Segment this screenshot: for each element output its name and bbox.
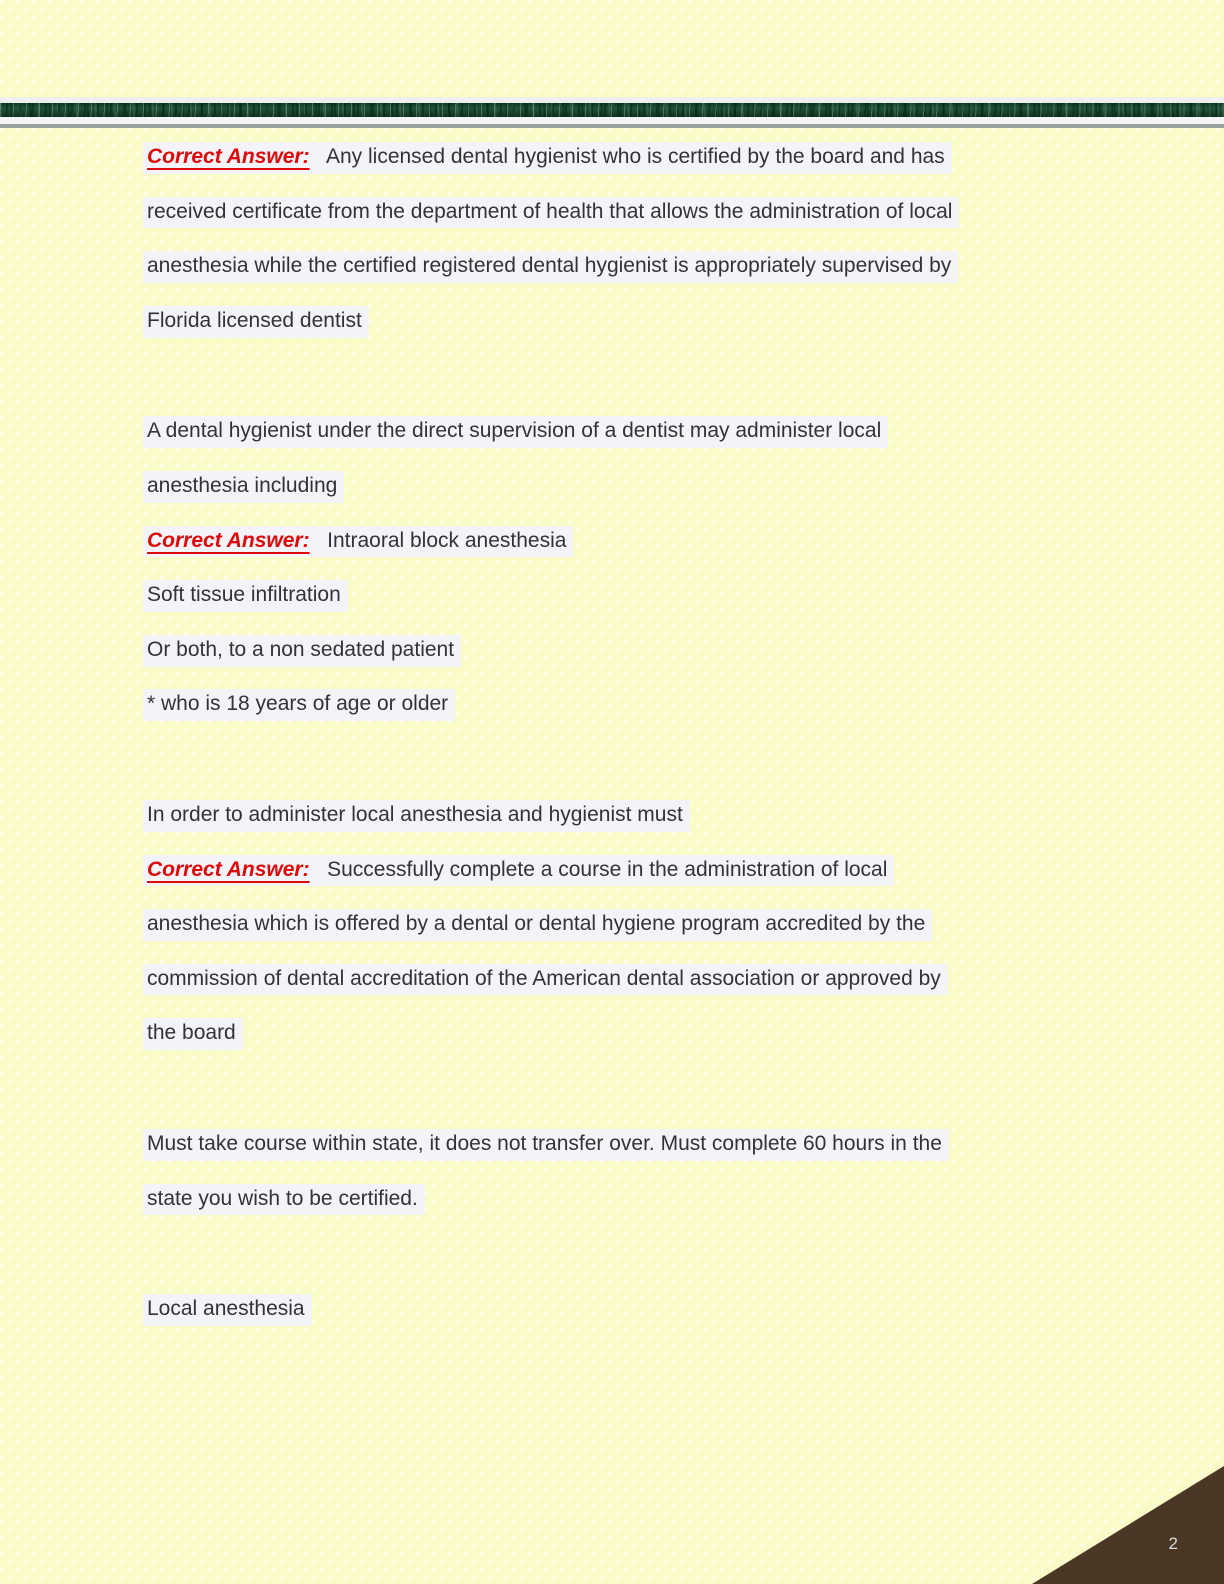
highlighted-text [143, 1018, 243, 1050]
text-line [143, 251, 1083, 306]
highlighted-text [143, 471, 344, 503]
text-line [143, 306, 1083, 361]
text-line [143, 197, 1083, 252]
text-line [143, 689, 1083, 744]
text-line [143, 1184, 1083, 1239]
highlighted-text [143, 635, 461, 667]
text-line [143, 1294, 1083, 1349]
header-gray-rule [0, 124, 1224, 128]
line-text: Soft tissue infiltration [147, 583, 341, 607]
highlighted-text [143, 306, 369, 338]
highlighted-text [143, 909, 932, 941]
text-line [143, 635, 1083, 690]
line-text: Local anesthesia [147, 1297, 305, 1321]
wood-corner-decoration [1032, 1466, 1224, 1584]
highlighted-text [143, 855, 894, 887]
text-line [143, 855, 1083, 910]
header-rules [0, 97, 1224, 128]
highlighted-text [143, 526, 573, 558]
text-line [143, 909, 1083, 964]
line-text: Successfully complete a course in the administration of local [327, 857, 888, 881]
highlighted-text [143, 416, 888, 448]
document-body [143, 142, 1083, 1405]
paragraph [143, 1294, 1083, 1349]
header-green-marble-rule [0, 103, 1224, 117]
line-text: the board [147, 1021, 236, 1045]
text-line [143, 526, 1083, 581]
text-line [143, 142, 1083, 197]
line-text: received certificate from the department of health that allows the administration of local [147, 199, 953, 223]
line-text: * who is 18 years of age or older [147, 692, 449, 716]
line-text: anesthesia which is offered by a dental or dental hygiene program accredited by the [147, 912, 926, 936]
line-text: In order to administer local anesthesia and hygienist must [147, 802, 683, 826]
highlighted-text [143, 964, 948, 996]
highlighted-text [143, 1184, 425, 1216]
text-line [143, 471, 1083, 526]
highlighted-text [143, 1294, 312, 1326]
line-text: Any licensed dental hygienist who is certified by the board and has [325, 145, 945, 168]
paragraph [143, 416, 1083, 744]
text-line [143, 580, 1083, 635]
text-line [143, 1129, 1083, 1184]
page-number: 2 [1168, 1534, 1178, 1553]
highlighted-text [143, 197, 959, 229]
highlighted-text [143, 251, 958, 283]
text-line [143, 416, 1083, 471]
text-line [143, 1018, 1083, 1073]
correct-answer-label: Correct Answer: [147, 857, 310, 881]
highlighted-text [143, 800, 690, 832]
highlighted-text [143, 142, 952, 174]
line-text: Or both, to a non sedated patient [147, 637, 455, 661]
header-light-strip-bottom [0, 117, 1224, 124]
line-text: A dental hygienist under the direct supervision of a dentist may administer local [147, 419, 882, 443]
highlighted-text [143, 1129, 949, 1161]
paragraph [143, 800, 1083, 1073]
text-line [143, 800, 1083, 855]
paragraph [143, 142, 1083, 360]
line-text: Intraoral block anesthesia [327, 528, 567, 552]
correct-answer-label: Correct Answer: [147, 145, 310, 168]
line-text: Florida licensed dentist [147, 308, 362, 332]
correct-answer-label: Correct Answer: [147, 528, 310, 552]
line-text: anesthesia including [147, 473, 338, 497]
line-text: commission of dental accreditation of the American dental association or approved by [147, 966, 941, 990]
text-line [143, 964, 1083, 1019]
highlighted-text [143, 689, 455, 721]
highlighted-text [143, 580, 348, 612]
line-text: Must take course within state, it does not transfer over. Must complete 60 hours in the [147, 1131, 942, 1155]
paragraph [143, 1129, 1083, 1238]
line-text: state you wish to be certified. [147, 1186, 418, 1210]
line-text: anesthesia while the certified registered dental hygienist is appropriately supervised by [147, 254, 952, 278]
